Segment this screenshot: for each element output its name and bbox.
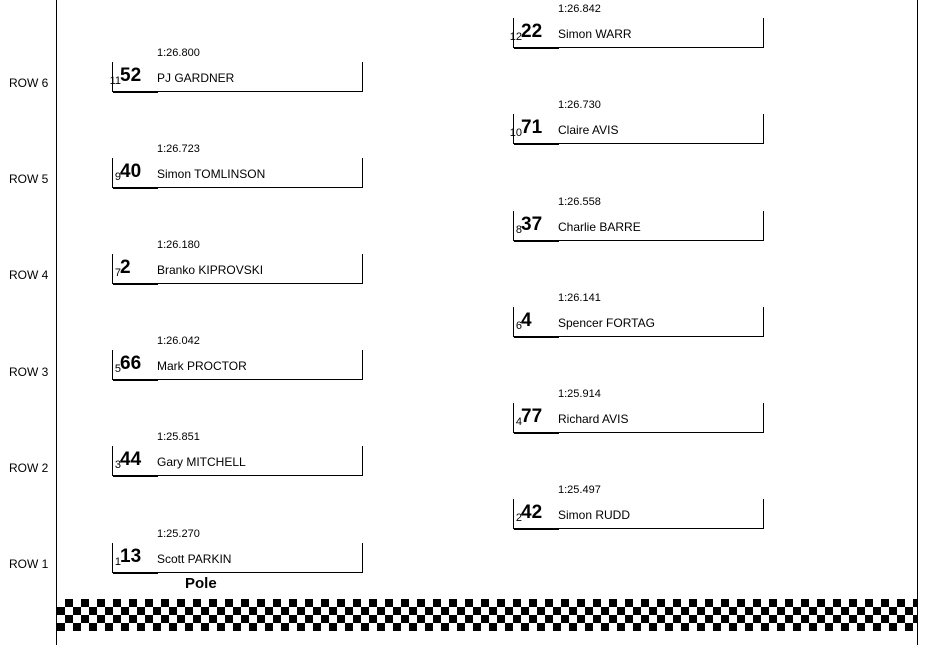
lap-time: 1:25.914 [558,388,601,400]
grid-slot [112,143,364,203]
grid-slot [509,99,765,159]
grid-position: 1 [114,556,121,568]
car-number: 4 [521,310,532,331]
car-number: 37 [521,214,543,235]
grid-position: 11 [109,75,121,87]
grid-slot [112,528,364,588]
grid-slot [513,292,765,352]
car-number: 44 [120,449,142,470]
car-number: 66 [120,353,142,374]
driver-name: PJ GARDNER [157,71,235,85]
grid-position: 5 [114,363,121,375]
lap-time: 1:25.497 [558,484,601,496]
car-number: 71 [521,117,543,138]
row-label: ROW 6 [9,76,49,90]
lap-time: 1:25.270 [157,528,200,540]
lap-time: 1:26.558 [558,196,601,208]
slot-box [109,62,363,92]
driver-name: Mark PROCTOR [157,359,247,373]
grid-position: 2 [515,512,522,524]
row-label: ROW 1 [9,557,49,571]
grid-position: 12 [509,31,522,43]
car-number: 52 [120,65,142,86]
grid-slot [112,335,364,395]
grid-position: 9 [114,171,121,183]
grid-slot [509,3,765,63]
slot-box [513,499,764,529]
checkered-flag-band [57,599,917,631]
lap-time: 1:26.800 [157,47,200,59]
grid-position: 3 [114,459,121,471]
left-frame-line [56,0,57,645]
lap-time: 1:26.723 [157,143,200,155]
car-number: 2 [120,257,131,278]
row-label: ROW 3 [9,365,49,379]
grid-position: 4 [515,416,522,428]
driver-name: Simon TOMLINSON [157,167,266,181]
grid-slot [513,196,765,256]
car-number: 77 [521,406,543,427]
slot-box [513,403,764,433]
lap-time: 1:26.180 [157,239,200,251]
driver-name: Branko KIPROVSKI [157,263,264,277]
driver-name: Scott PARKIN [157,552,232,566]
grid-position: 10 [509,127,522,139]
lap-time: 1:26.730 [558,99,601,111]
car-number: 40 [120,161,142,182]
grid-slot [109,47,364,107]
lap-time: 1:26.042 [157,335,200,347]
driver-name: Spencer FORTAG [558,316,655,330]
lap-time: 1:26.141 [558,292,601,304]
slot-box [513,114,764,144]
car-number: 22 [521,21,543,42]
slot-box [112,543,363,573]
grid-slot [112,431,364,491]
driver-name: Gary MITCHELL [157,455,246,469]
lap-time: 1:25.851 [157,431,200,443]
driver-name: Charlie BARRE [558,220,641,234]
grid-slot [112,239,364,299]
grid-position: 7 [114,267,121,279]
car-number: 42 [521,502,543,523]
driver-name: Richard AVIS [558,412,629,426]
row-label: ROW 2 [9,461,49,475]
row-label: ROW 5 [9,172,49,186]
slot-box [513,18,764,48]
driver-name: Simon WARR [558,27,632,41]
pole-label: Pole [185,575,217,592]
driver-name: Simon RUDD [558,508,631,522]
grid-position: 8 [515,224,522,236]
right-frame-line [917,0,918,645]
grid-slot [513,388,765,448]
grid-slot [513,484,765,544]
lap-time: 1:26.842 [558,3,601,15]
row-label: ROW 4 [9,268,49,282]
grid-position: 6 [515,320,522,332]
driver-name: Claire AVIS [558,123,619,137]
car-number: 13 [120,546,142,567]
